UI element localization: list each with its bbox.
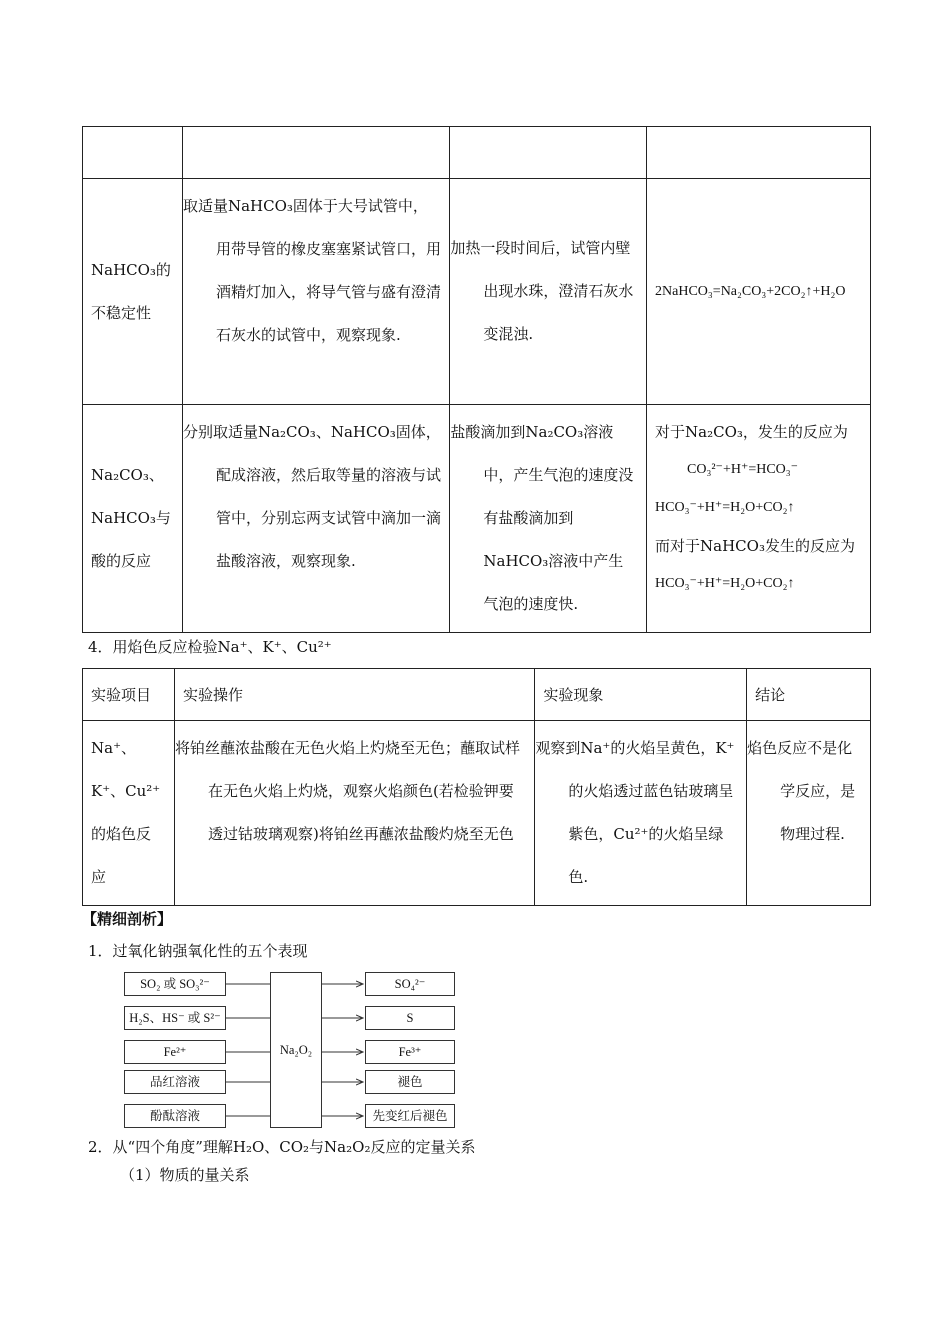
conclusion-cell [747,721,871,906]
conclusion-cell [647,179,871,405]
conclusion-line: 而对于NaHCO₃发生的反应为 [655,537,855,555]
phenomenon-cell [535,721,747,906]
output-box: Fe³⁺ [365,1040,455,1064]
operation-text: 取适量NaHCO₃固体于大号试管中，用带导管的橡皮塞塞紧试管口，用酒精灯加入，将导气管与盛有澄清石灰水的试管中，观察现象. [182,197,441,344]
table-row [83,721,871,906]
operation-text: 将铂丝蘸浓盐酸在无色火焰上灼烧至无色；蘸取试样在无色火焰上灼烧，观察火焰颜色(若检验钾要透过钴玻璃观察)将铂丝再蘸浓盐酸灼烧至无色 [174,739,520,843]
analysis-heading: 【精细剖析】 [82,910,173,928]
input-box: SO₂ 或 SO₃²⁻ [124,972,226,996]
operation-text: 分别取适量Na₂CO₃、NaHCO₃固体，配成溶液，然后取等量的溶液与试管中，分别忘两支试管中滴加一滴盐酸溶液，观察现象. [182,423,441,570]
header-cell: 实验现象 [535,669,747,721]
table-row [83,405,871,633]
output-box: 褪色 [365,1070,455,1094]
phenomenon-text: 盐酸滴加到Na₂CO₃溶液中，产生气泡的速度没有盐酸滴加到NaHCO₃溶液中产生气泡的速度快. [450,423,634,613]
phenomenon-cell [450,179,647,405]
experiment-table-2 [82,668,871,906]
item-cell [83,179,183,405]
experiment-table-1 [82,126,871,633]
operation-cell [182,179,449,405]
operation-cell [182,405,449,633]
table-row [83,179,871,405]
table-header-row [83,669,871,721]
operation-cell [174,721,534,906]
table-header-row [83,127,871,179]
input-box: H₂S、HS⁻ 或 S²⁻ [124,1006,226,1030]
phenomenon-text: 观察到Na⁺的火焰呈黄色，K⁺的火焰透过蓝色钴玻璃呈紫色，Cu²⁺的火焰呈绿色. [535,739,735,886]
header-cell: 结论 [747,669,871,721]
item-text: NaHCO₃的不稳定性 [91,260,171,322]
header-cell [450,127,647,179]
header-cell: 实验操作 [174,669,534,721]
equation-line: HCO₃⁻+H⁺=H₂O+CO₂↑ [655,576,795,591]
conclusion-text: 焰色反应不是化学反应，是物理过程. [747,739,856,843]
equation-line: HCO₃⁻+H⁺=H₂O+CO₂↑ [655,500,795,515]
point-1-title: 1．过氧化钠强氧化性的五个表现 [88,942,308,960]
header-cell [182,127,449,179]
input-box: Fe²⁺ [124,1040,226,1064]
output-box: 先变红后褪色 [365,1104,455,1128]
section-4-title: 4．用焰色反应检验Na⁺、K⁺、Cu²⁺ [88,638,332,656]
output-box: SO₄²⁻ [365,972,455,996]
item-text: Na⁺、K⁺、Cu²⁺的焰色反应 [91,739,161,886]
point-2-title: 2．从“四个角度”理解H₂O、CO₂与Na₂O₂反应的定量关系 [88,1138,476,1156]
item-cell [83,405,183,633]
point-2-subtitle: （1）物质的量关系 [120,1166,250,1184]
item-text: Na₂CO₃、NaHCO₃与酸的反应 [91,466,171,570]
item-cell [83,721,175,906]
input-box: 酚酞溶液 [124,1104,226,1128]
conclusion-cell [647,405,871,633]
output-box: S [365,1006,455,1030]
phenomenon-text: 加热一段时间后，试管内壁出现水珠，澄清石灰水变混浊. [450,239,634,343]
header-cell: 实验项目 [83,669,175,721]
equation-text: 2NaHCO₃=Na₂CO₃+2CO₂↑+H₂O [655,284,846,299]
equation-line: CO₃²⁻+H⁺=HCO₃⁻ [687,462,799,477]
center-box: Na₂O₂ [270,972,322,1128]
header-cell [83,127,183,179]
header-cell [647,127,871,179]
phenomenon-cell [450,405,647,633]
input-box: 品红溶液 [124,1070,226,1094]
conclusion-line: 对于Na₂CO₃，发生的反应为 [655,423,848,441]
